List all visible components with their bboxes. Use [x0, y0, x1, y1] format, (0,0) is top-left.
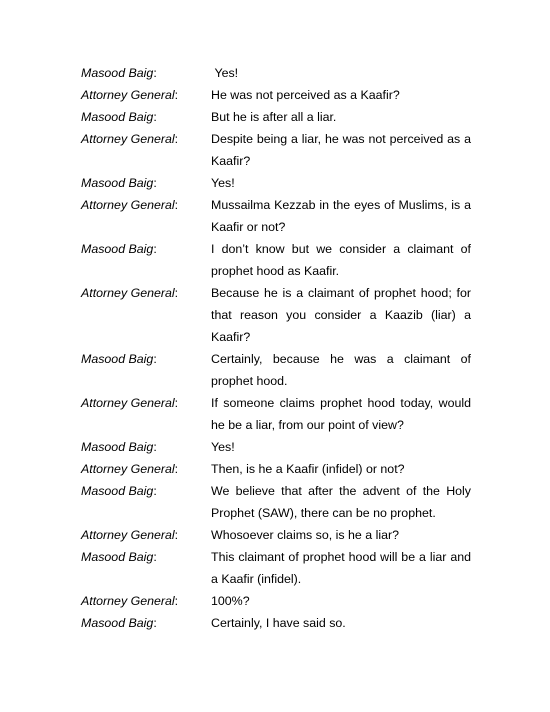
transcript-entry [81, 106, 471, 128]
speaker-name: Masood Baig: [81, 550, 157, 564]
speaker-name: Masood Baig: [81, 176, 157, 190]
transcript-entry [81, 546, 471, 590]
speech-text: Despite being a liar, he was not perceived as a Kaafir? [211, 132, 471, 168]
speech-text: Then, is he a Kaafir (infidel) or not? [211, 462, 405, 476]
speech-text: Whosoever claims so, is he a liar? [211, 528, 399, 542]
speech-text: 100%? [211, 594, 250, 608]
speech-text: Yes! [211, 66, 239, 80]
speech-text: Because he is a claimant of prophet hood; for that reason you consider a Kaazib (liar) a Kaafir? [211, 286, 471, 344]
transcript-entry [81, 282, 471, 348]
speech-text: Certainly, I have said so. [211, 616, 346, 630]
transcript-entry [81, 172, 471, 194]
speaker-name: Attorney General: [81, 528, 179, 542]
transcript-entry [81, 392, 471, 436]
transcript-entry [81, 238, 471, 282]
transcript-entry [81, 62, 471, 84]
speaker-name: Attorney General: [81, 198, 179, 212]
speaker-name: Attorney General: [81, 132, 179, 146]
speaker-name: Attorney General: [81, 88, 179, 102]
transcript [81, 62, 471, 634]
transcript-entry [81, 612, 471, 634]
speech-text: Yes! [211, 176, 235, 190]
speech-text: We believe that after the advent of the Holy Prophet (SAW), there can be no prophet. [211, 484, 471, 520]
transcript-entry [81, 480, 471, 524]
speaker-name: Masood Baig: [81, 352, 157, 366]
speech-text: Yes! [211, 440, 235, 454]
speaker-name: Masood Baig: [81, 484, 157, 498]
transcript-entry [81, 194, 471, 238]
speaker-name: Attorney General: [81, 462, 179, 476]
transcript-entry [81, 128, 471, 172]
transcript-entry [81, 84, 471, 106]
speaker-name: Attorney General: [81, 396, 179, 410]
transcript-entry [81, 524, 471, 546]
speech-text: Mussailma Kezzab in the eyes of Muslims, is a Kaafir or not? [211, 198, 471, 234]
speech-text: If someone claims prophet hood today, would he be a liar, from our point of view? [211, 396, 471, 432]
speaker-name: Attorney General: [81, 286, 179, 300]
speaker-name: Masood Baig: [81, 616, 157, 630]
speech-text: This claimant of prophet hood will be a liar and a Kaafir (infidel). [211, 550, 471, 586]
speech-text: Certainly, because he was a claimant of prophet hood. [211, 352, 471, 388]
speech-text: I don’t know but we consider a claimant of prophet hood as Kaafir. [211, 242, 471, 278]
speaker-name: Masood Baig: [81, 66, 157, 80]
speaker-name: Attorney General: [81, 594, 179, 608]
transcript-entry [81, 436, 471, 458]
speech-text: He was not perceived as a Kaafir? [211, 88, 400, 102]
transcript-entry [81, 458, 471, 480]
speaker-name: Masood Baig: [81, 440, 157, 454]
transcript-entry [81, 590, 471, 612]
speaker-name: Masood Baig: [81, 110, 157, 124]
speaker-name: Masood Baig: [81, 242, 157, 256]
speech-text: But he is after all a liar. [211, 110, 337, 124]
transcript-entry [81, 348, 471, 392]
